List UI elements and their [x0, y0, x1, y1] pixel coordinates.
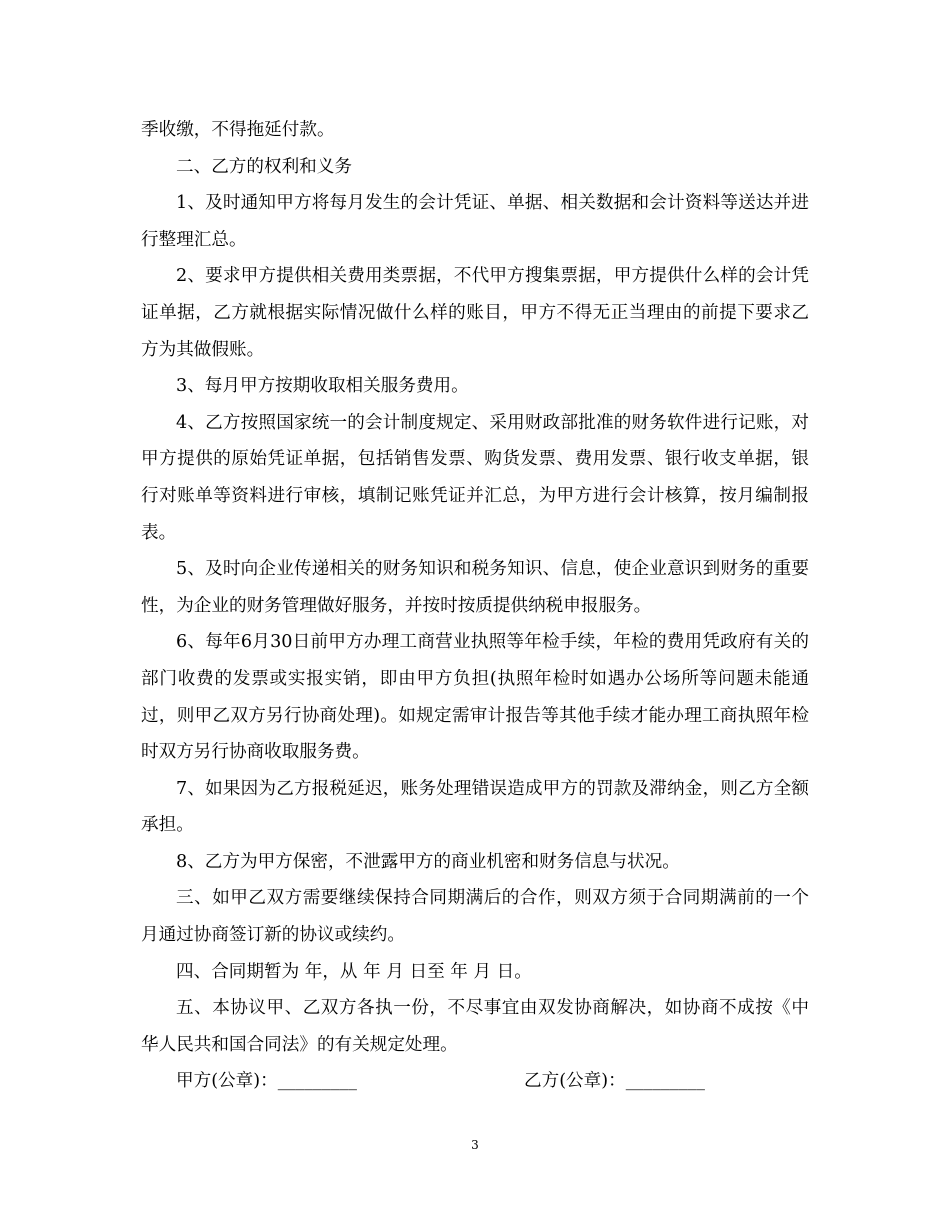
section-three-renewal: 三、如甲乙双方需要继续保持合同期满后的合作，则双方须于合同期满前的一个月通过协商签订新的协议或续约。: [141, 888, 809, 946]
clause-1: 1、及时通知甲方将每月发生的会计凭证、单据、相关数据和会计资料等送达并进行整理汇总。: [141, 193, 809, 250]
party-b-seal-line: 乙方(公章)：_________: [524, 1071, 705, 1092]
clause-4: 4、乙方按照国家统一的会计制度规定、采用财政部批准的财务软件进行记账，对甲方提供的原始凭证单据，包括销售发票、购货发票、费用发票、银行收支单据，银行对账单等资料进行审核，填制记账凭证并汇总，为甲方进行会计核算，按月编制报表。: [141, 412, 809, 543]
clause-7: 7、如果因为乙方报税延迟，账务处理错误造成甲方的罚款及滞纳金，则乙方全额承担。: [141, 778, 809, 836]
clause-3: 3、每月甲方按期收取相关服务费用。: [176, 376, 469, 397]
clause-8: 8、乙方为甲方保密，不泄露甲方的商业机密和财务信息与状况。: [176, 851, 680, 872]
signature-row: [141, 1063, 809, 1100]
clause-2: 2、要求甲方提供相关费用类票据，不代甲方搜集票据，甲方提供什么样的会计凭证单据，乙方就根据实际情况做什么样的账目，甲方不得无正当理由的前提下要求乙方为其做假账。: [141, 266, 809, 360]
page-number: 3: [471, 1138, 479, 1152]
section-four-term: 四、合同期暂为 年，从 年 月 日至 年 月 日。: [176, 961, 532, 982]
clause-6: 6、每年6月30日前甲方办理工商营业执照等年检手续，年检的费用凭政府有关的部门收费的发票或实报实销，即由甲方负担(执照年检时如遇办公场所等问题未能通过，则甲乙双方另行协商处理)。如规定需审计报告等其他手续才能办理工商执照年检时双方另行协商收取服务费。: [141, 632, 809, 763]
clause-5: 5、及时向企业传递相关的财务知识和税务知识、信息，使企业意识到财务的重要性，为企业的财务管理做好服务，并按时按质提供纳税申报服务。: [141, 559, 809, 616]
section-five-copies: 五、本协议甲、乙双方各执一份，不尽事宜由双发协商解决，如协商不成按《中华人民共和国合同法》的有关规定处理。: [141, 998, 809, 1055]
document-body: [141, 112, 809, 1100]
section-heading-party-b-rights: 二、乙方的权利和义务: [176, 156, 352, 177]
paragraph-continuation: 季收缴，不得拖延付款。: [141, 120, 335, 140]
party-a-seal-line: 甲方(公章)：_________: [176, 1071, 357, 1092]
